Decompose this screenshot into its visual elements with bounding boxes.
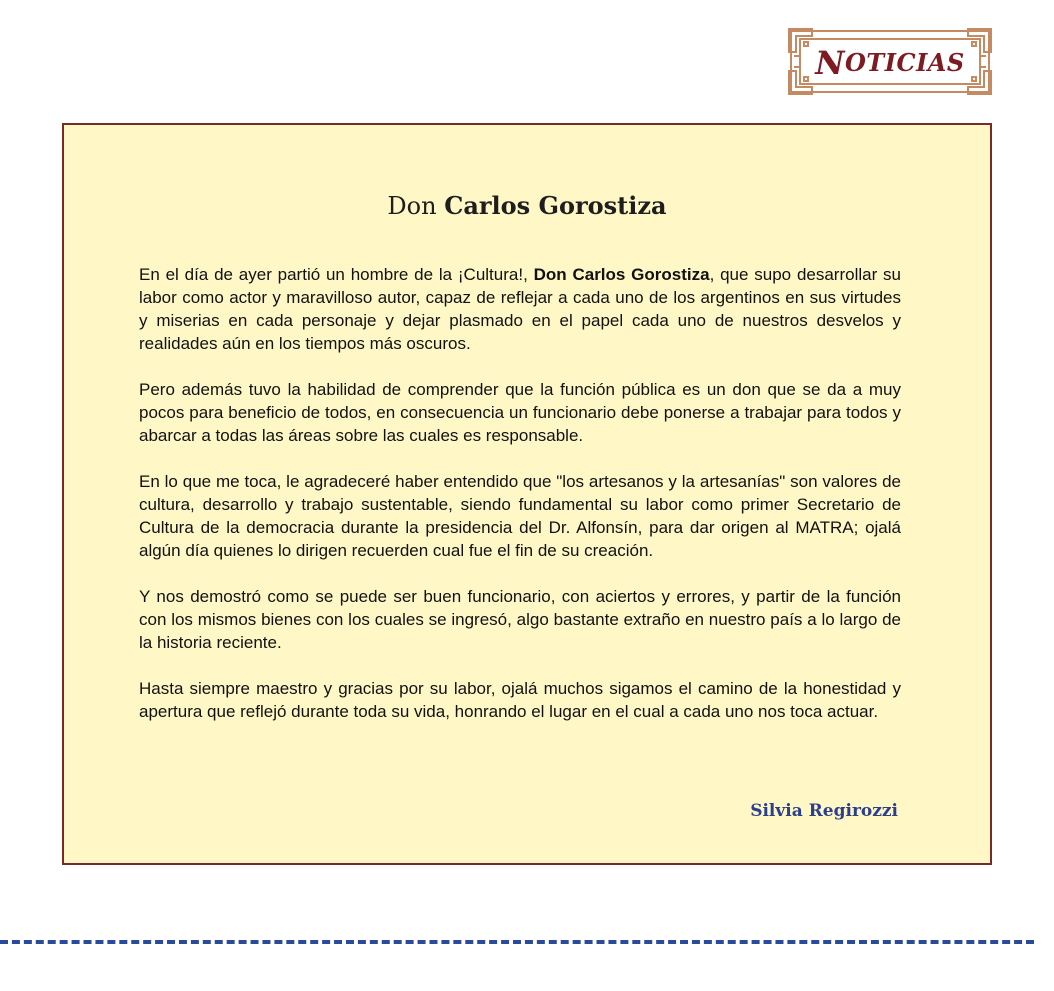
article-paragraph-4: Y nos demostró como se puede ser buen funcionario, con aciertos y errores, y partir de la función con los mismos bienes con los cuales se ingresó, algo bastante extraño en nuestro país a lo largo de la historia reciente.: [139, 587, 901, 652]
article-paragraph-1: [139, 263, 901, 355]
article-body: [139, 263, 901, 723]
article-paragraph-5: Hasta siempre maestro y gracias por su labor, ojalá muchos sigamos el camino de la honestidad y apertura que reflejó durante toda su vida, honrando el lugar en el cual a cada uno nos toca actuar.: [139, 679, 901, 721]
article-title: [64, 191, 990, 220]
noticias-label-rest: OTICIAS: [844, 48, 965, 77]
author-signature: Silvia Regirozzi: [750, 801, 898, 821]
noticias-badge: [788, 28, 992, 95]
article-paragraph-2: Pero además tuvo la habilidad de comprender que la función pública es un don que se da a muy pocos para beneficio de todos, en consecuencia un funcionario debe ponerse a trabajar para todos y abarcar a todas las áreas sobre las cuales es responsable.: [139, 380, 901, 445]
paragraph-1-text-before: En el día de ayer partió un hombre de la ¡Cultura!,: [139, 265, 534, 284]
article-title-name: Carlos Gorostiza: [444, 191, 667, 220]
dashed-divider: [0, 940, 1034, 944]
article-paragraph-3: En lo que me toca, le agradeceré haber entendido que "los artesanos y la artesanías" son valores de cultura, desarrollo y trabajo sustentable, siendo fundamental su labor como primer Secretario de Cultura de la democracia durante la presidencia del Dr. Alfonsín, para dar origen al MATRA; ojalá algún día quienes lo dirigen recuerden cual fue el fin de su creación.: [139, 472, 901, 560]
paragraph-1-bold-name: Don Carlos Gorostiza: [533, 265, 710, 284]
article-title-prefix: Don: [387, 192, 437, 220]
paragraph-1-text-after: , que supo desarrollar su labor como actor y maravilloso autor, capaz de reflejar a cada uno de los argentinos en sus virtudes y miserias en cada personaje y dejar plasmado en el papel cada uno de nuestros desvelos y realidades aún en los tiempos más oscuros.: [139, 265, 902, 353]
noticias-label: [788, 28, 992, 95]
article-box: [62, 123, 992, 865]
noticias-label-initial: N: [815, 43, 845, 82]
